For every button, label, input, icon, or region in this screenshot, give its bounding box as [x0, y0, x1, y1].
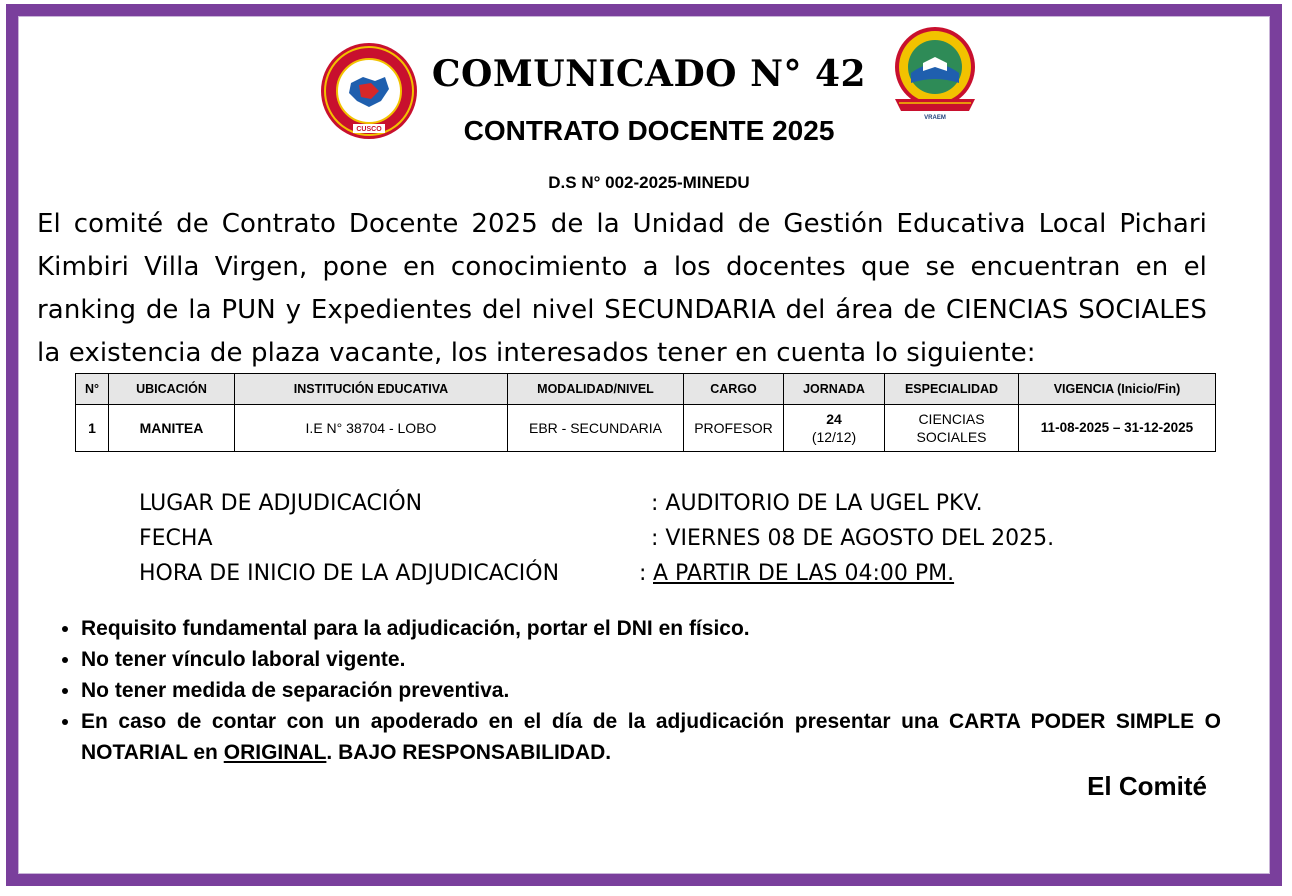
- requirements-list: [55, 613, 1221, 768]
- especialidad-line-2: SOCIALES: [916, 429, 987, 445]
- header-ubicacion: UBICACIÓN: [109, 374, 235, 405]
- header-cargo: CARGO: [684, 374, 784, 405]
- header-especialidad: ESPECIALIDAD: [885, 374, 1019, 405]
- cell-ubicacion: MANITEA: [109, 405, 235, 452]
- jornada-fraction: (12/12): [811, 429, 857, 445]
- svg-text:CUSCO: CUSCO: [356, 126, 382, 133]
- cell-modalidad: EBR - SECUNDARIA: [508, 405, 684, 452]
- cell-especialidad: [885, 405, 1019, 452]
- jornada-hours: 24: [826, 411, 842, 427]
- original-emphasis: ORIGINAL: [223, 741, 327, 764]
- table-header-row: [76, 374, 1216, 405]
- document-title: COMUNICADO N° 42: [431, 53, 867, 95]
- vacancy-table: [75, 373, 1216, 452]
- cell-cargo: PROFESOR: [684, 405, 784, 452]
- detail-row-hora: [139, 561, 1139, 596]
- list-item: • No tener vínculo laboral vigente.: [81, 644, 1221, 675]
- hora-value: A PARTIR DE LAS 04:00 PM.: [653, 561, 955, 586]
- cell-vigencia: 11-08-2025 – 31-12-2025: [1019, 405, 1216, 452]
- detail-row-lugar: [139, 491, 1139, 526]
- adjudication-details: [139, 491, 1139, 596]
- header-num: N°: [76, 374, 109, 405]
- fecha-label: FECHA: [139, 526, 213, 551]
- especialidad-line-1: CIENCIAS: [918, 411, 985, 427]
- hora-colon: :: [639, 561, 647, 586]
- header-institucion: INSTITUCIÓN EDUCATIVA: [235, 374, 508, 405]
- document: [18, 16, 1270, 874]
- lugar-value: : AUDITORIO DE LA UGEL PKV.: [651, 491, 983, 516]
- decree-reference: D.S N° 002-2025-MINEDU: [548, 173, 750, 192]
- header-jornada: JORNADA: [784, 374, 885, 405]
- signature: El Comité: [1087, 771, 1207, 801]
- cell-institucion: I.E N° 38704 - LOBO: [235, 405, 508, 452]
- detail-row-fecha: [139, 526, 1139, 561]
- table-row: [76, 405, 1216, 452]
- page-frame: [6, 4, 1282, 886]
- requirement-4-text: En caso de contar con un apoderado en el día de la adjudicación presentar una CARTA PODER SIMPLE O NOTARIAL en: [81, 710, 1221, 764]
- intro-paragraph: El comité de Contrato Docente 2025 de la Unidad de Gestión Educativa Local Pichari Kimbiri Villa Virgen, pone en conocimiento a los docentes que se encuentran en el ranking de la PUN y Expedientes del nivel SECUNDARIA del área de CIENCIAS SOCIALES la existencia de plaza vacante, los interesados tener en cuenta lo siguiente:: [37, 209, 1207, 368]
- header-modalidad: MODALIDAD/NIVEL: [508, 374, 684, 405]
- fecha-value: : VIERNES 08 DE AGOSTO DEL 2025.: [651, 526, 1055, 551]
- cell-jornada: [784, 405, 885, 452]
- list-item: • No tener medida de separación preventiva.: [81, 675, 1221, 706]
- list-item: • Requisito fundamental para la adjudicación, portar el DNI en físico.: [81, 613, 1221, 644]
- cell-num: 1: [76, 405, 109, 452]
- list-item: [81, 706, 1221, 768]
- header-vigencia: VIGENCIA (Inicio/Fin): [1019, 374, 1216, 405]
- document-subtitle: CONTRATO DOCENTE 2025: [463, 115, 835, 146]
- hora-label: HORA DE INICIO DE LA ADJUDICACIÓN: [139, 561, 560, 586]
- lugar-label: LUGAR DE ADJUDICACIÓN: [139, 491, 423, 516]
- requirement-4-suffix: . BAJO RESPONSABILIDAD.: [326, 741, 612, 764]
- svg-text:VRAEM: VRAEM: [924, 115, 946, 121]
